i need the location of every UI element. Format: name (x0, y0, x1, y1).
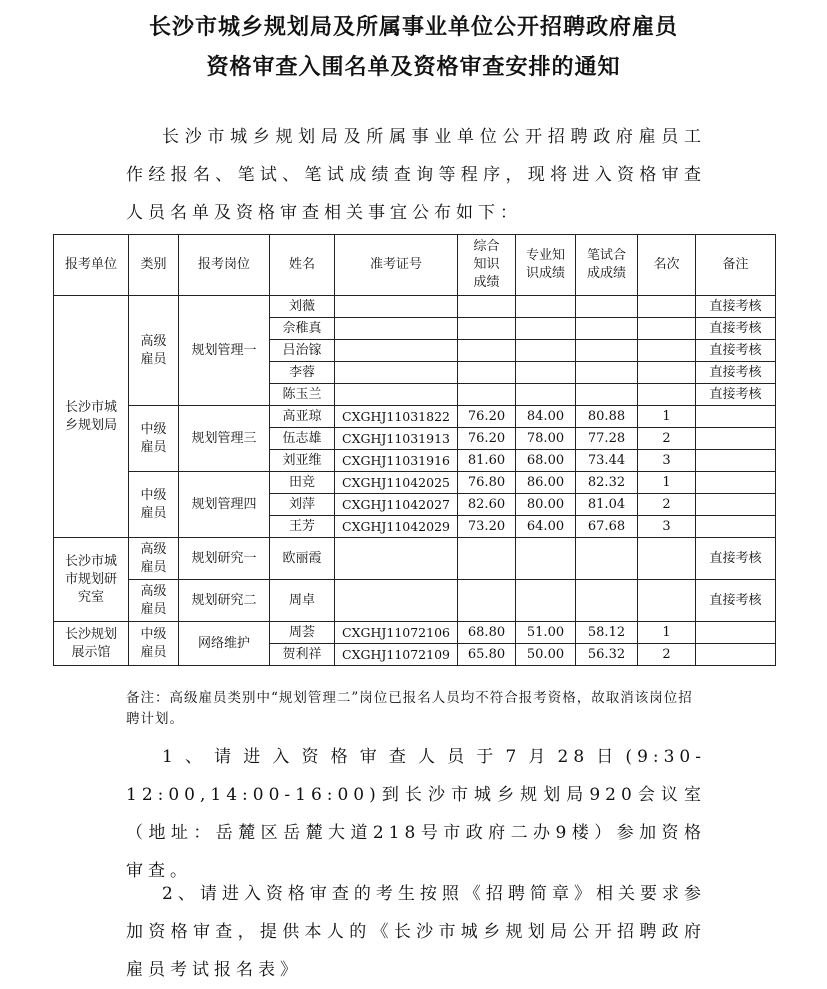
position-cell: 规划管理四 (179, 472, 270, 538)
rank-cell (638, 296, 696, 318)
score-cell (516, 362, 576, 384)
exam-id-cell (335, 340, 458, 362)
header-name: 姓名 (270, 235, 335, 296)
position-cell: 规划管理三 (179, 406, 270, 472)
exam-id-cell (335, 384, 458, 406)
header-total-score: 笔试合成成绩 (576, 235, 638, 296)
score-cell: 50.00 (516, 644, 576, 666)
rank-cell (638, 580, 696, 622)
score-cell: 76.20 (458, 406, 516, 428)
exam-id-cell (335, 318, 458, 340)
name-cell: 田竞 (270, 472, 335, 494)
rank-cell: 2 (638, 428, 696, 450)
name-cell: 陈玉兰 (270, 384, 335, 406)
intro-paragraph: 长沙市城乡规划局及所属事业单位公开招聘政府雇员工作经报名、笔试、笔试成绩查询等程序，现将进入资格审查人员名单及资格审查相关事宜公布如下： (126, 127, 706, 223)
score-cell (516, 580, 576, 622)
table-row (54, 406, 776, 428)
remark-cell (696, 622, 776, 644)
score-cell (458, 538, 516, 580)
rank-cell (638, 318, 696, 340)
name-cell: 贺利祥 (270, 644, 335, 666)
category-cell: 高级雇员 (129, 538, 179, 580)
position-cell: 规划管理一 (179, 296, 270, 406)
remark-cell: 直接考核 (696, 580, 776, 622)
score-cell: 76.80 (458, 472, 516, 494)
score-cell (576, 538, 638, 580)
score-cell (458, 580, 516, 622)
score-cell (576, 384, 638, 406)
score-cell: 56.32 (576, 644, 638, 666)
table-row (54, 538, 776, 580)
name-cell: 欧丽霞 (270, 538, 335, 580)
score-cell: 73.20 (458, 516, 516, 538)
exam-id-cell (335, 362, 458, 384)
score-cell: 76.20 (458, 428, 516, 450)
name-cell: 王芳 (270, 516, 335, 538)
remark-cell: 直接考核 (696, 340, 776, 362)
header-unit: 报考单位 (54, 235, 129, 296)
position-cell: 规划研究二 (179, 580, 270, 622)
category-cell: 中级雇员 (129, 472, 179, 538)
remark-cell: 直接考核 (696, 362, 776, 384)
name-cell: 伍志雄 (270, 428, 335, 450)
score-cell (576, 340, 638, 362)
score-cell: 78.00 (516, 428, 576, 450)
name-cell: 周卓 (270, 580, 335, 622)
exam-id-cell: CXGHJ11072106 (335, 622, 458, 644)
score-cell (576, 296, 638, 318)
notice-title-line2: 资格审查入围名单及资格审查安排的通知 (206, 55, 621, 80)
remark-cell (696, 406, 776, 428)
rank-cell: 3 (638, 450, 696, 472)
paragraph-review-time: 1、请进入资格审查人员于7月28日(9:30-12:00,14:00-16:00)到长沙市城乡规划局920会议室（地址：岳麓区岳麓大道218号市政府二办9楼）参加资格审查。 (126, 747, 706, 881)
header-general-score: 综合知识成绩 (458, 235, 516, 296)
score-cell: 80.00 (516, 494, 576, 516)
rank-cell: 1 (638, 472, 696, 494)
score-cell: 68.80 (458, 622, 516, 644)
header-position: 报考岗位 (179, 235, 270, 296)
score-cell (516, 384, 576, 406)
unit-cell: 长沙规划展示馆 (54, 622, 129, 666)
rank-cell: 3 (638, 516, 696, 538)
name-cell: 佘稚真 (270, 318, 335, 340)
score-cell: 80.88 (576, 406, 638, 428)
name-cell: 刘薇 (270, 296, 335, 318)
score-cell: 73.44 (576, 450, 638, 472)
score-cell: 86.00 (516, 472, 576, 494)
table-row (54, 622, 776, 644)
name-cell: 吕治镓 (270, 340, 335, 362)
exam-id-cell: CXGHJ11042029 (335, 516, 458, 538)
score-cell (458, 340, 516, 362)
unit-cell: 长沙市城市规划研究室 (54, 538, 129, 622)
header-category: 类别 (129, 235, 179, 296)
remark-cell: 直接考核 (696, 384, 776, 406)
score-cell: 51.00 (516, 622, 576, 644)
score-cell: 82.32 (576, 472, 638, 494)
category-cell: 中级雇员 (129, 406, 179, 472)
score-cell: 65.80 (458, 644, 516, 666)
score-cell (516, 296, 576, 318)
category-cell: 高级雇员 (129, 296, 179, 406)
table-row (54, 472, 776, 494)
table-header-row (54, 235, 776, 296)
score-cell (458, 318, 516, 340)
score-cell (576, 362, 638, 384)
rank-cell (638, 362, 696, 384)
name-cell: 高亚琼 (270, 406, 335, 428)
header-remark: 备注 (696, 235, 776, 296)
score-cell (458, 296, 516, 318)
candidate-table (53, 234, 776, 666)
score-cell (458, 362, 516, 384)
exam-id-cell: CXGHJ11031822 (335, 406, 458, 428)
remark-cell: 直接考核 (696, 318, 776, 340)
table-note: 备注：高级雇员类别中“规划管理二”岗位已报名人员均不符合报考资格，故取消该岗位招聘计划。 (126, 690, 693, 727)
score-cell: 68.00 (516, 450, 576, 472)
header-exam-id: 准考证号 (335, 235, 458, 296)
table-row (54, 296, 776, 318)
score-cell (576, 580, 638, 622)
name-cell: 李蓉 (270, 362, 335, 384)
exam-id-cell (335, 296, 458, 318)
rank-cell: 1 (638, 622, 696, 644)
exam-id-cell (335, 538, 458, 580)
unit-cell: 长沙市城乡规划局 (54, 296, 129, 538)
name-cell: 刘萍 (270, 494, 335, 516)
table-row (54, 580, 776, 622)
remark-cell (696, 450, 776, 472)
exam-id-cell: CXGHJ11031913 (335, 428, 458, 450)
position-cell: 规划研究一 (179, 538, 270, 580)
rank-cell (638, 384, 696, 406)
notice-title-line1: 长沙市城乡规划局及所属事业单位公开招聘政府雇员 (148, 15, 678, 40)
remark-cell (696, 516, 776, 538)
name-cell: 刘亚维 (270, 450, 335, 472)
score-cell: 77.28 (576, 428, 638, 450)
score-cell (516, 318, 576, 340)
exam-id-cell (335, 580, 458, 622)
exam-id-cell: CXGHJ11031916 (335, 450, 458, 472)
remark-cell (696, 644, 776, 666)
exam-id-cell: CXGHJ11042025 (335, 472, 458, 494)
position-cell: 网络维护 (179, 622, 270, 666)
remark-cell (696, 472, 776, 494)
score-cell: 81.60 (458, 450, 516, 472)
header-professional-score: 专业知识成绩 (516, 235, 576, 296)
remark-cell: 直接考核 (696, 538, 776, 580)
score-cell (576, 318, 638, 340)
remark-cell (696, 494, 776, 516)
score-cell: 64.00 (516, 516, 576, 538)
rank-cell: 1 (638, 406, 696, 428)
rank-cell: 2 (638, 644, 696, 666)
score-cell (516, 340, 576, 362)
header-rank: 名次 (638, 235, 696, 296)
category-cell: 中级雇员 (129, 622, 179, 666)
exam-id-cell: CXGHJ11072109 (335, 644, 458, 666)
remark-cell (696, 428, 776, 450)
score-cell: 58.12 (576, 622, 638, 644)
name-cell: 周荟 (270, 622, 335, 644)
score-cell: 84.00 (516, 406, 576, 428)
remark-cell: 直接考核 (696, 296, 776, 318)
rank-cell (638, 538, 696, 580)
score-cell (516, 538, 576, 580)
category-cell: 高级雇员 (129, 580, 179, 622)
rank-cell (638, 340, 696, 362)
score-cell: 67.68 (576, 516, 638, 538)
score-cell: 81.04 (576, 494, 638, 516)
exam-id-cell: CXGHJ11042027 (335, 494, 458, 516)
score-cell: 82.60 (458, 494, 516, 516)
paragraph-review-materials: 2、请进入资格审查的考生按照《招聘简章》相关要求参加资格审查，提供本人的《长沙市城乡规划局公开招聘政府雇员考试报名表》 (126, 884, 706, 980)
rank-cell: 2 (638, 494, 696, 516)
score-cell (458, 384, 516, 406)
